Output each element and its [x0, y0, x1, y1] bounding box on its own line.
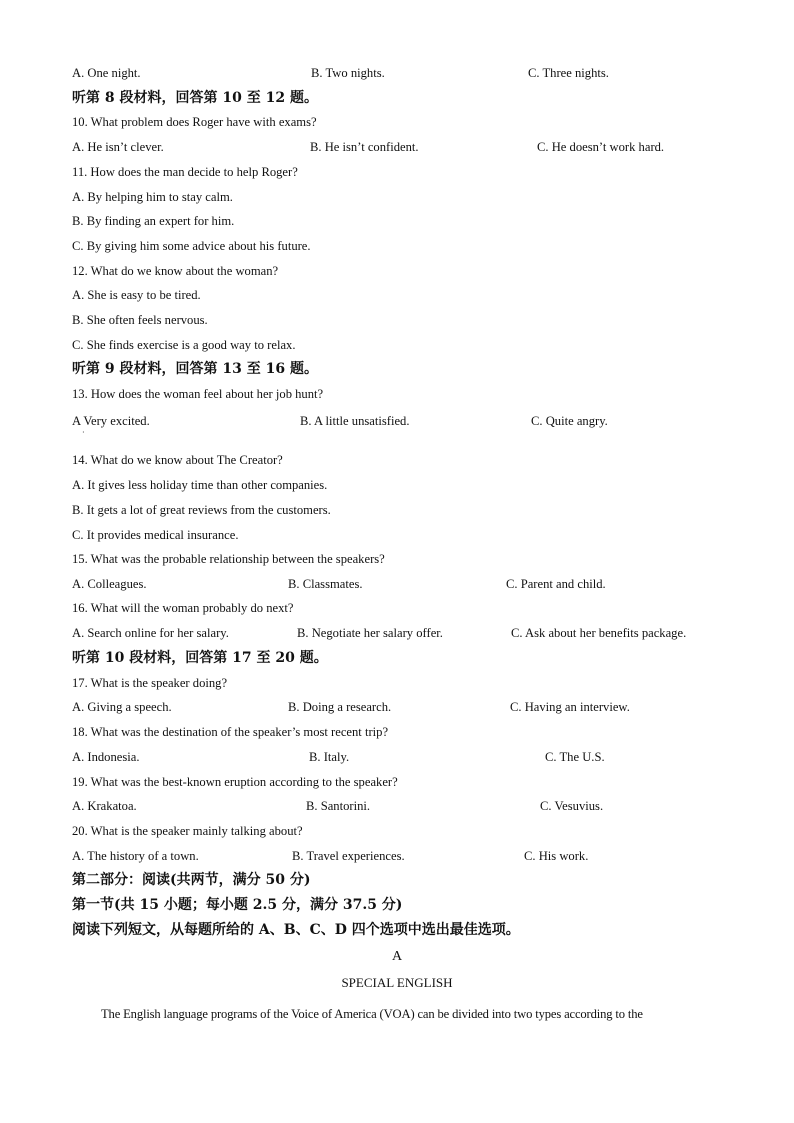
passage-text: The English language programs of the Voice of America (VOA) can be divided into two types according to the [101, 1007, 643, 1021]
option-c: C. She finds exercise is a good way to relax. [72, 338, 296, 352]
option-c: C. Quite angry. [531, 414, 608, 428]
option-c: C. The U.S. [545, 750, 605, 764]
question-stem: 16. What will the woman probably do next? [72, 601, 294, 615]
question-stem: 14. What do we know about The Creator? [72, 453, 283, 467]
question-stem: 13. How does the woman feel about her job hunt? [72, 387, 324, 401]
option-a: A. She is easy to be tired. [72, 288, 201, 302]
option-b: B. Two nights. [311, 66, 385, 80]
option-b: B. She often feels nervous. [72, 313, 208, 327]
option-a: A Very excited. [72, 414, 150, 428]
stray-mark: · [82, 428, 85, 437]
question-stem: 12. What do we know about the woman? [72, 264, 279, 278]
section-heading: 听第 8 段材料，回答第 10 至 12 题。 [72, 90, 318, 106]
option-c: C. Three nights. [528, 66, 609, 80]
option-c: C. Vesuvius. [540, 799, 604, 813]
option-c: C. Parent and child. [506, 577, 606, 591]
option-a: A. By helping him to stay calm. [72, 190, 233, 204]
instructions: 阅读下列短文，从每题所给的 A、B、C、D 四个选项中选出最佳选项。 [72, 922, 520, 938]
option-b: B. Santorini. [306, 799, 371, 813]
question-stem: 15. What was the probable relationship between the speakers? [72, 552, 385, 566]
option-b: B. Negotiate her salary offer. [297, 626, 443, 640]
passage-title: SPECIAL ENGLISH [341, 975, 453, 990]
section-heading: 听第 9 段材料，回答第 13 至 16 题。 [72, 361, 318, 377]
section-heading: 听第 10 段材料，回答第 17 至 20 题。 [72, 650, 328, 666]
option-a: A. Search online for her salary. [72, 626, 229, 640]
option-b: B. Doing a research. [288, 700, 392, 714]
option-a: A. The history of a town. [72, 849, 199, 863]
passage-letter: A [391, 949, 403, 964]
option-c: C. He doesn’t work hard. [537, 140, 665, 154]
question-stem: 11. How does the man decide to help Roger? [72, 165, 298, 179]
option-a: A. It gives less holiday time than other companies. [72, 478, 328, 492]
question-stem: 18. What was the destination of the speaker’s most recent trip? [72, 725, 389, 739]
question-stem: 17. What is the speaker doing? [72, 676, 228, 690]
option-a: A. Krakatoa. [72, 799, 137, 813]
option-c: C. It provides medical insurance. [72, 528, 239, 542]
option-b: B. By finding an expert for him. [72, 214, 235, 228]
question-stem: 20. What is the speaker mainly talking about? [72, 824, 303, 838]
option-c: C. Having an interview. [510, 700, 630, 714]
section-heading: 第一节(共 15 小题；每小题 2.5 分，满分 37.5 分) [72, 897, 403, 913]
option-b: B. Travel experiences. [292, 849, 405, 863]
option-b: B. It gets a lot of great reviews from the customers. [72, 503, 331, 517]
option-b: B. He isn’t confident. [310, 140, 419, 154]
option-a: A. One night. [72, 66, 141, 80]
option-b: B. A little unsatisfied. [300, 414, 410, 428]
option-a: A. Colleagues. [72, 577, 147, 591]
question-stem: 19. What was the best-known eruption according to the speaker? [72, 775, 398, 789]
option-b: B. Classmates. [288, 577, 363, 591]
part-heading: 第二部分：阅读(共两节，满分 50 分) [72, 872, 311, 888]
option-c: C. By giving him some advice about his future. [72, 239, 311, 253]
option-c: C. Ask about her benefits package. [511, 626, 687, 640]
option-a: A. Giving a speech. [72, 700, 172, 714]
question-stem: 10. What problem does Roger have with exams? [72, 115, 317, 129]
option-c: C. His work. [524, 849, 589, 863]
option-b: B. Italy. [309, 750, 350, 764]
option-a: A. He isn’t clever. [72, 140, 164, 154]
option-a: A. Indonesia. [72, 750, 140, 764]
